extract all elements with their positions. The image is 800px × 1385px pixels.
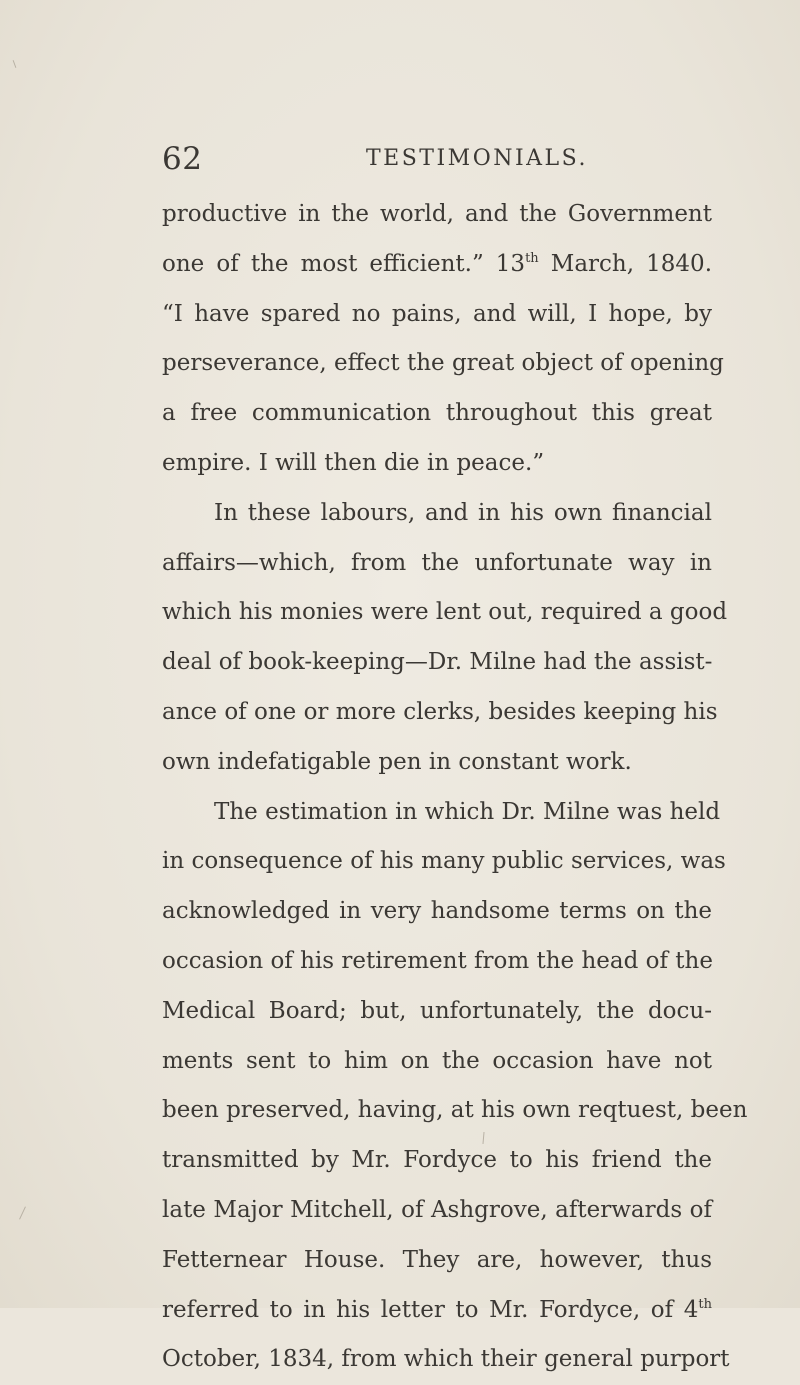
text-line: ments sent to him on the occasion have not [162, 1047, 712, 1074]
text-line: in consequence of his many public services, was [162, 848, 726, 875]
text-line: one of the most efficient.” 13th March, 1840. [162, 250, 713, 277]
text-line: “I have spared no pains, and will, I hope, by [162, 300, 712, 327]
ordinal-suffix: th [525, 250, 539, 266]
text-line: deal of book-keeping—Dr. Milne had the assist- [162, 649, 713, 676]
page-number: 62 [162, 141, 203, 177]
text-line: acknowledged in very handsome terms on the [162, 898, 712, 925]
paper-fleck [19, 1206, 26, 1219]
paragraph-start-line: In these labours, and in his own financial [214, 499, 712, 526]
text-line: a free communication throughout this great [162, 400, 712, 427]
text-line: October, 1834, from which their general purport [162, 1346, 730, 1373]
ordinal-suffix: th [698, 1296, 712, 1312]
text-line: transmitted by Mr. Fordyce to his friend the [162, 1147, 712, 1174]
text-line: referred to in his letter to Mr. Fordyce, of 4th [162, 1296, 712, 1323]
text-line: been preserved, having, at his own reqtuest, been [162, 1097, 748, 1124]
text-line: affairs—which, from the unfortunate way in [162, 549, 712, 576]
page-header [162, 139, 712, 179]
text-line: productive in the world, and the Government [162, 201, 712, 227]
text-line: perseverance, effect the great object of opening [162, 350, 724, 377]
text-line: Medical Board; but, unfortunately, the docu- [162, 997, 712, 1024]
paper-fleck [13, 60, 17, 68]
text-line: ance of one or more clerks, besides keeping his [162, 698, 718, 725]
text-line: own indefatigable pen in constant work. [162, 748, 632, 775]
paragraph-start-line: The estimation in which Dr. Milne was held [214, 798, 721, 825]
running-head: TESTIMONIALS. [366, 146, 588, 171]
text-line: late Major Mitchell, of Ashgrove, afterwards of [162, 1196, 712, 1223]
text-line: occasion of his retirement from the head of the [162, 947, 713, 974]
text-line: Fetternear House. They are, however, thus [162, 1246, 712, 1273]
body-text [162, 190, 748, 1385]
text-line: which his monies were lent out, required a good [162, 599, 728, 626]
text-line: empire. I will then die in peace.” [162, 449, 545, 476]
